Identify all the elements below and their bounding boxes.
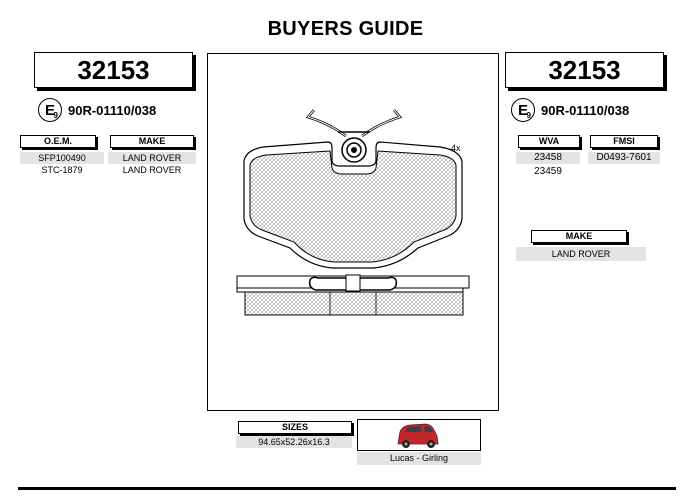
- quantity-label: 4x: [451, 143, 461, 153]
- approval-code: 90R-01110/038: [541, 102, 630, 118]
- sizes-header: SIZES: [238, 421, 352, 434]
- ece-mark-icon: E 9: [38, 98, 62, 122]
- make-header-right: MAKE: [531, 230, 627, 243]
- ece-mark-icon: E 9: [511, 98, 535, 122]
- fmsi-cell: D0493-7601: [588, 152, 660, 164]
- brand-label: Lucas - Girling: [357, 452, 481, 465]
- page-title: BUYERS GUIDE: [267, 18, 424, 40]
- vehicle-photo: [357, 419, 481, 451]
- oem-cell: SFP100490: [20, 152, 104, 164]
- make-cell: LAND ROVER: [108, 152, 196, 164]
- make-cell-right: LAND ROVER: [516, 247, 646, 261]
- sizes-value: 94.65x52.26x16.3: [236, 436, 352, 448]
- wva-header: WVA: [518, 135, 580, 148]
- oem-cell: STC-1879: [41, 165, 83, 175]
- footer-divider: [18, 487, 676, 490]
- wva-cell: 23459: [534, 166, 562, 177]
- oem-header: O.E.M.: [20, 135, 96, 148]
- drawing-frame: [207, 53, 499, 411]
- fmsi-header: FMSI: [590, 135, 658, 148]
- make-cell: LAND ROVER: [122, 165, 182, 175]
- approval-right: [511, 98, 629, 122]
- approval-code: 90R-01110/038: [68, 102, 157, 118]
- brake-pad-drawing: [208, 54, 500, 412]
- approval-left: [38, 98, 156, 122]
- part-number-right: 32153: [505, 52, 664, 88]
- part-number-left: 32153: [34, 52, 193, 88]
- make-header: MAKE: [110, 135, 194, 148]
- wva-cell: 23458: [516, 152, 580, 164]
- car-icon: [358, 420, 480, 450]
